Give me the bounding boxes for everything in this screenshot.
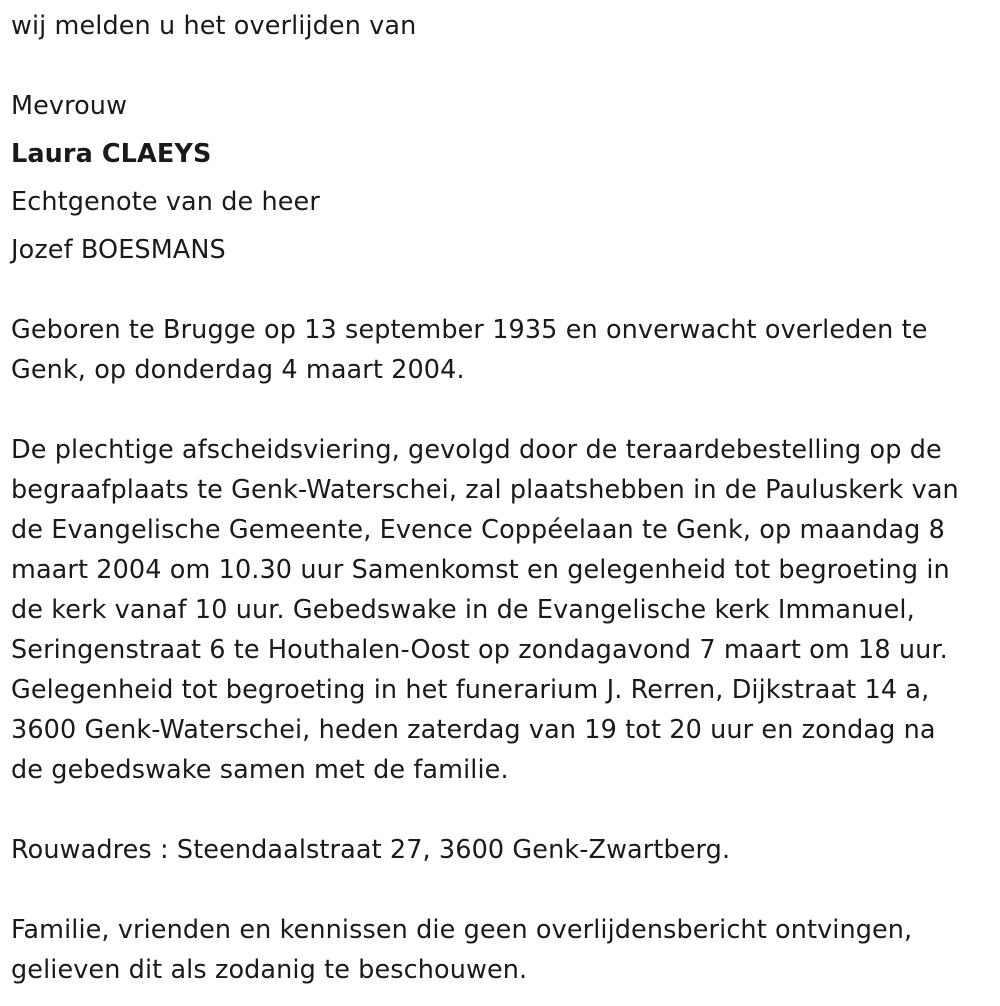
paragraph-line: gelieven dit als zodanig te beschouwen. [11, 955, 528, 985]
paragraph-line: Genk, op donderdag 4 maart 2004. [11, 355, 465, 385]
birth-death-paragraph [11, 310, 996, 390]
intro-text: wij melden u het overlijden van [11, 11, 417, 41]
title-prefix: Mevrouw [11, 91, 128, 121]
paragraph-line: Gelegenheid tot begroeting in het funerarium J. Rerren, Dijkstraat 14 a, [11, 675, 930, 705]
paragraph-line: 3600 Genk-Waterschei, heden zaterdag van 19 tot 20 uur en zondag na [11, 715, 936, 745]
relation-text: Echtgenote van de heer [11, 187, 320, 217]
ceremony-paragraph [11, 430, 996, 790]
deceased-name: Laura CLAEYS [11, 139, 212, 169]
paragraph-line: de gebedswake samen met de familie. [11, 755, 509, 785]
spouse-name: Jozef BOESMANS [11, 235, 226, 265]
closing-paragraph [11, 910, 996, 990]
paragraph-line: begraafplaats te Genk-Waterschei, zal plaatshebben in de Pauluskerk van [11, 475, 959, 505]
paragraph-line: de Evangelische Gemeente, Evence Coppéelaan te Genk, op maandag 8 [11, 515, 945, 545]
paragraph-line: Geboren te Brugge op 13 september 1935 en onverwacht overleden te [11, 315, 928, 345]
mourning-address: Rouwadres : Steendaalstraat 27, 3600 Genk-Zwartberg. [11, 835, 731, 865]
paragraph-line: Seringenstraat 6 te Houthalen-Oost op zondagavond 7 maart om 18 uur. [11, 635, 948, 665]
paragraph-line: Familie, vrienden en kennissen die geen overlijdensbericht ontvingen, [11, 915, 913, 945]
paragraph-line: de kerk vanaf 10 uur. Gebedswake in de Evangelische kerk Immanuel, [11, 595, 915, 625]
paragraph-line: De plechtige afscheidsviering, gevolgd door de teraardebestelling op de [11, 435, 942, 465]
paragraph-line: maart 2004 om 10.30 uur Samenkomst en gelegenheid tot begroeting in [11, 555, 950, 585]
